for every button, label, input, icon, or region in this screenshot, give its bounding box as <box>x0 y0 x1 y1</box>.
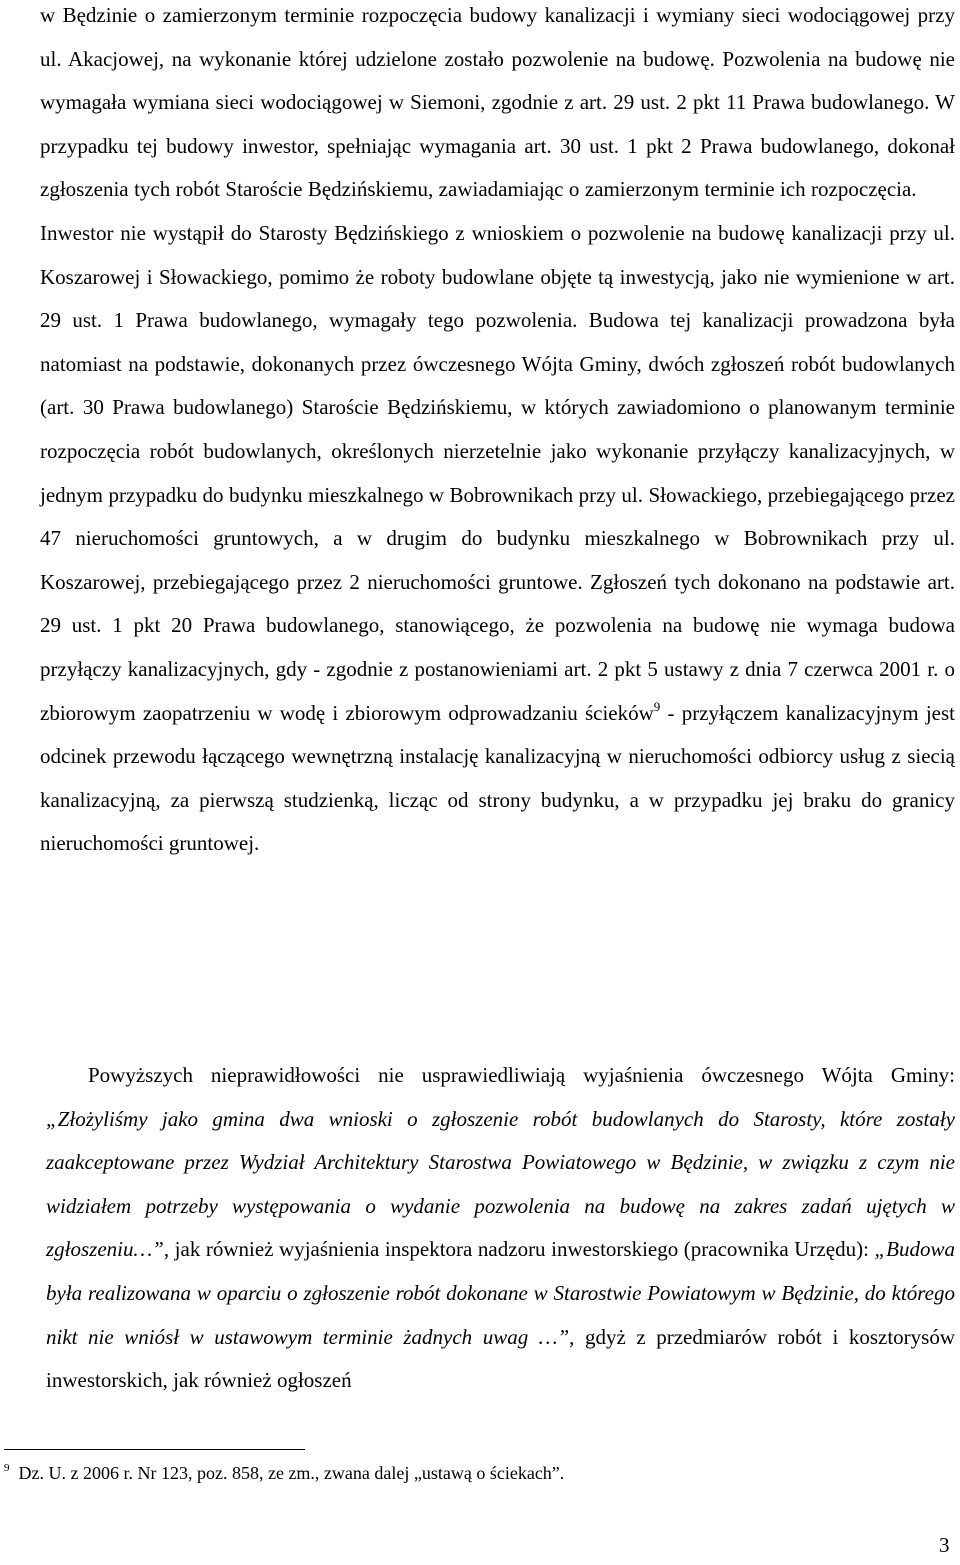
page-number: 3 <box>939 1533 950 1557</box>
paragraph-explanations <box>46 1054 955 1403</box>
explanations-middle: , jak również wyjaśnienia inspektora nadzoru inwestorskiego (pracownika Urzędu): <box>163 1237 875 1262</box>
footnote <box>4 1461 904 1485</box>
quote-mayor: „Złożyliśmy jako gmina dwa wnioski o zgłoszenie robót budowlanych do Starosty, które zostały zaakceptowane przez Wydział Architektury Starostwa Powiatowego w Będzinie, w związku z czym nie widziałem potrzeby występowania o wydanie pozwolenia na budowę na zakres zadań ujętych w zgłoszeniu…” <box>46 1106 955 1262</box>
quote-inspector: „Budowa była realizowana w oparciu o zgłoszenie robót dokonane w Starostwie Powiatowym w Będzinie, do którego nikt nie wniósł w ustawowym terminie żadnych uwag …” <box>46 1237 955 1349</box>
paragraph-main-continued: - przyłączem kanalizacyjnym jest odcinek przewodu łączącego wewnętrzną instalację kanalizacyjną w nieruchomości odbiorcy usług z siecią kanalizacyjną, za pierwszą studzienką, licząc od strony budynku, a w przypadku jej braku do granicy nieruchomości gruntowej. <box>40 700 955 856</box>
footnote-number: 9 <box>4 1462 10 1474</box>
paragraph-main-text: Inwestor nie wystąpił do Starosty Będzińskiego z wnioskiem o pozwolenie na budowę kanalizacji przy ul. Koszarowej i Słowackiego, pomimo że roboty budowlane objęte tą inwestycją, jako nie wymienione w art. 29 ust. 1 Prawa budowlanego, wymagały tego pozwolenia. Budowa tej kanalizacji prowadzona była natomiast na podstawie, dokonanych przez ówczesnego Wójta Gminy, dwóch zgłoszeń robót budowlanych (art. 30 Prawa budowlanego) Staroście Będzińskiemu, w których zawiadomiono o planowanym terminie rozpoczęcia robót budowlanych, określonych nierzetelnie jako wykonanie przyłączy kanalizacyjnych, w jednym przypadku do budynku mieszkalnego w Bobrownikach przy ul. Słowackiego, przebiegającego przez 47 nieruchomości gruntowych, a w drugim do budynku mieszkalnego w Bobrownikach przy ul. Koszarowej, przebiegającego przez 2 nieruchomości gruntowe. Zgłoszeń tych dokonano na podstawie art. 29 ust. 1 pkt 20 Prawa budowlanego, stanowiącego, że pozwolenia na budowę nie wymaga budowa przyłączy kanalizacyjnych, gdy - zgodnie z postanowieniami art. 2 pkt 5 ustawy z dnia 7 czerwca 2001 r. o zbiorowym zaopatrzeniu w wodę i zbiorowym odprowadzaniu ścieków <box>40 220 955 725</box>
explanations-lead: Powyższych nieprawidłowości nie usprawiedliwiają wyjaśnienia ówczesnego Wójta Gminy: <box>88 1063 955 1087</box>
paragraph-investment-description <box>40 0 955 866</box>
paragraph-intro-text: w Będzinie o zamierzonym terminie rozpoczęcia budowy kanalizacji i wymiany sieci wodociągowej przy ul. Akacjowej, na wykonanie której udzielone zostało pozwolenie na budowę. Pozwolenia na budowę nie wymagała wymiana sieci wodociągowej w Siemoni, zgodnie z art. 29 ust. 2 pkt 11 Prawa budowlanego. W przypadku tej budowy inwestor, spełniając wymagania art. 30 ust. 1 pkt 2 Prawa budowlanego, dokonał zgłoszenia tych robót Staroście Będzińskiemu, zawiadamiając o zamierzonym terminie ich rozpoczęcia. <box>40 3 955 202</box>
footnote-text: Dz. U. z 2006 r. Nr 123, poz. 858, ze zm., zwana dalej „ustawą o ściekach”. <box>18 1463 565 1483</box>
footnote-reference: 9 <box>653 698 661 714</box>
explanations-tail: , gdyż z przedmiarów robót i kosztorysów inwestorskich, jak również ogłoszeń <box>46 1324 955 1393</box>
footnote-separator <box>4 1449 305 1450</box>
